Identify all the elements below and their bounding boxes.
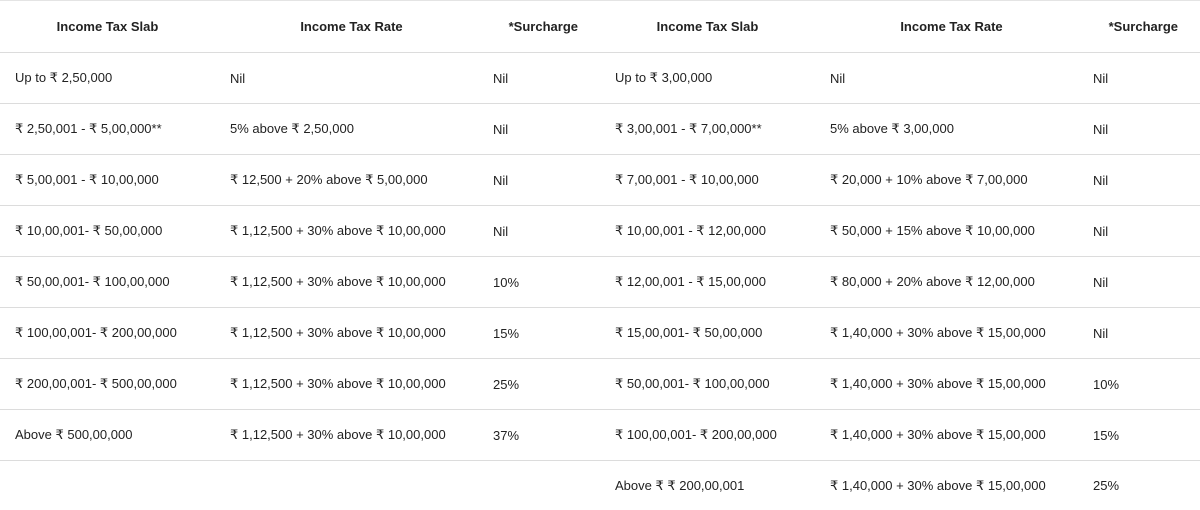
old-surcharge-cell: 25%: [488, 359, 600, 410]
new-surcharge-cell: Nil: [1088, 257, 1200, 308]
header-old-surcharge: *Surcharge: [488, 1, 600, 53]
old-rate-cell: Nil: [215, 53, 488, 104]
new-rate-cell: ₹ 1,40,000 + 30% above ₹ 15,00,000: [815, 461, 1088, 510]
old-rate-cell: 5% above ₹ 2,50,000: [215, 104, 488, 155]
table-row: [0, 53, 1200, 104]
new-surcharge-cell: Nil: [1088, 53, 1200, 104]
old-surcharge-cell: Nil: [488, 206, 600, 257]
new-slab-cell: ₹ 3,00,001 - ₹ 7,00,000**: [600, 104, 815, 155]
table-row: [0, 359, 1200, 410]
new-rate-cell: ₹ 1,40,000 + 30% above ₹ 15,00,000: [815, 410, 1088, 461]
new-slab-cell: Above ₹ ₹ 200,00,001: [600, 461, 815, 510]
header-new-surcharge: *Surcharge: [1088, 1, 1200, 53]
old-surcharge-cell: Nil: [488, 104, 600, 155]
new-slab-cell: Up to ₹ 3,00,000: [600, 53, 815, 104]
new-slab-cell: ₹ 10,00,001 - ₹ 12,00,000: [600, 206, 815, 257]
old-slab-cell: Up to ₹ 2,50,000: [0, 53, 215, 104]
header-new-rate: Income Tax Rate: [815, 1, 1088, 53]
old-surcharge-cell: [488, 461, 600, 510]
new-surcharge-cell: 15%: [1088, 410, 1200, 461]
new-rate-cell: ₹ 80,000 + 20% above ₹ 12,00,000: [815, 257, 1088, 308]
new-slab-cell: ₹ 7,00,001 - ₹ 10,00,000: [600, 155, 815, 206]
old-surcharge-cell: 10%: [488, 257, 600, 308]
old-surcharge-cell: 37%: [488, 410, 600, 461]
old-surcharge-cell: 15%: [488, 308, 600, 359]
old-rate-cell: ₹ 1,12,500 + 30% above ₹ 10,00,000: [215, 308, 488, 359]
table-header-row: [0, 1, 1200, 53]
table-row: [0, 410, 1200, 461]
old-slab-cell: ₹ 2,50,001 - ₹ 5,00,000**: [0, 104, 215, 155]
new-surcharge-cell: Nil: [1088, 206, 1200, 257]
old-rate-cell: [215, 461, 488, 510]
new-surcharge-cell: Nil: [1088, 104, 1200, 155]
header-old-slab: Income Tax Slab: [0, 1, 215, 53]
new-surcharge-cell: 10%: [1088, 359, 1200, 410]
table-row: [0, 155, 1200, 206]
new-surcharge-cell: 25%: [1088, 461, 1200, 510]
old-slab-cell: ₹ 100,00,001- ₹ 200,00,000: [0, 308, 215, 359]
table-row: [0, 206, 1200, 257]
old-slab-cell: ₹ 50,00,001- ₹ 100,00,000: [0, 257, 215, 308]
old-surcharge-cell: Nil: [488, 53, 600, 104]
table-row: [0, 257, 1200, 308]
new-slab-cell: ₹ 15,00,001- ₹ 50,00,000: [600, 308, 815, 359]
new-rate-cell: ₹ 20,000 + 10% above ₹ 7,00,000: [815, 155, 1088, 206]
old-rate-cell: ₹ 1,12,500 + 30% above ₹ 10,00,000: [215, 257, 488, 308]
new-rate-cell: ₹ 1,40,000 + 30% above ₹ 15,00,000: [815, 308, 1088, 359]
old-rate-cell: ₹ 12,500 + 20% above ₹ 5,00,000: [215, 155, 488, 206]
new-slab-cell: ₹ 100,00,001- ₹ 200,00,000: [600, 410, 815, 461]
new-slab-cell: ₹ 12,00,001 - ₹ 15,00,000: [600, 257, 815, 308]
old-rate-cell: ₹ 1,12,500 + 30% above ₹ 10,00,000: [215, 410, 488, 461]
old-rate-cell: ₹ 1,12,500 + 30% above ₹ 10,00,000: [215, 206, 488, 257]
new-rate-cell: ₹ 50,000 + 15% above ₹ 10,00,000: [815, 206, 1088, 257]
new-rate-cell: 5% above ₹ 3,00,000: [815, 104, 1088, 155]
old-slab-cell: [0, 461, 215, 510]
old-slab-cell: ₹ 10,00,001- ₹ 50,00,000: [0, 206, 215, 257]
table-row: [0, 461, 1200, 510]
table-row: [0, 308, 1200, 359]
header-old-rate: Income Tax Rate: [215, 1, 488, 53]
table-row: [0, 104, 1200, 155]
new-surcharge-cell: Nil: [1088, 308, 1200, 359]
old-slab-cell: Above ₹ 500,00,000: [0, 410, 215, 461]
header-new-slab: Income Tax Slab: [600, 1, 815, 53]
old-rate-cell: ₹ 1,12,500 + 30% above ₹ 10,00,000: [215, 359, 488, 410]
new-slab-cell: ₹ 50,00,001- ₹ 100,00,000: [600, 359, 815, 410]
old-surcharge-cell: Nil: [488, 155, 600, 206]
old-slab-cell: ₹ 200,00,001- ₹ 500,00,000: [0, 359, 215, 410]
new-rate-cell: Nil: [815, 53, 1088, 104]
new-surcharge-cell: Nil: [1088, 155, 1200, 206]
new-rate-cell: ₹ 1,40,000 + 30% above ₹ 15,00,000: [815, 359, 1088, 410]
old-slab-cell: ₹ 5,00,001 - ₹ 10,00,000: [0, 155, 215, 206]
